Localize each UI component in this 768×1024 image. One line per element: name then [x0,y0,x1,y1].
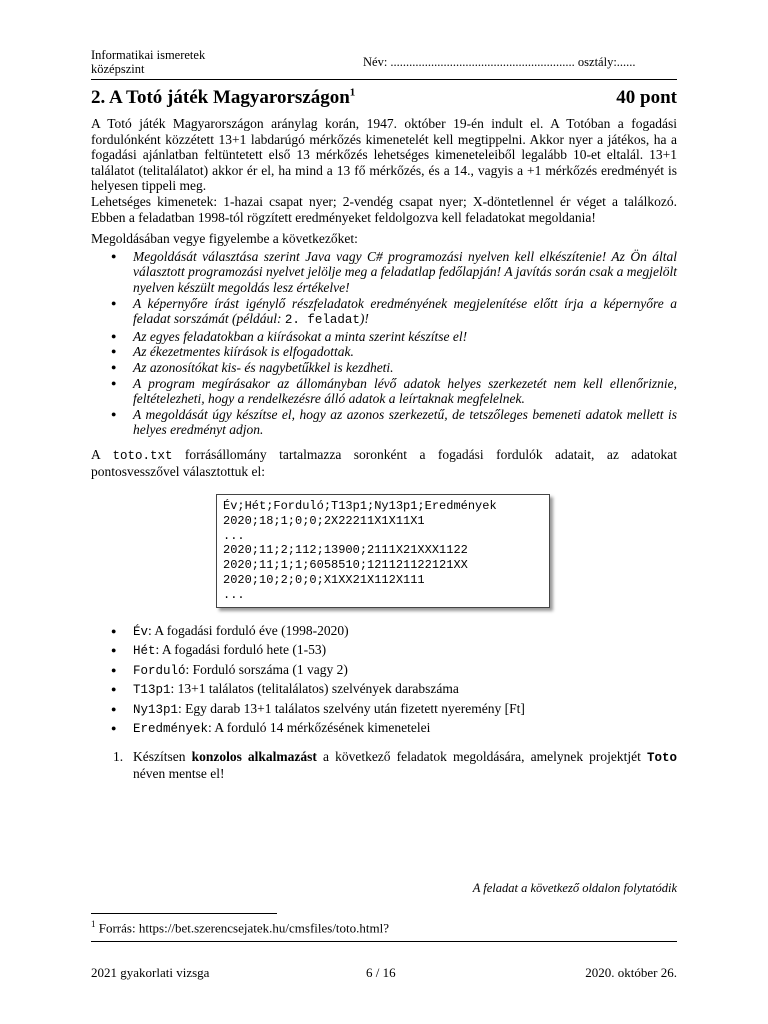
field-name: Év [133,624,149,639]
task-points: 40 pont [616,87,677,108]
rules-list [91,249,677,438]
header-name-class: Név: ........................................................... osztály:...... [363,55,636,69]
field-desc: : A fogadási forduló éve (1998-2020) [148,622,349,638]
footer-exam: 2021 gyakorlati vizsga [91,965,210,980]
code-line: ... [223,528,245,543]
task-bold: konzolos alkalmazást [191,748,317,764]
field-name: Forduló [133,663,186,678]
footer-date: 2020. október 26. [585,965,677,980]
footnote [91,919,389,936]
code-line: 2020;11;2;112;13900;2111X21XXX1122 [223,543,468,558]
field-name: Hét [133,644,156,659]
rule-code: 2. feladat [284,313,360,328]
task-text: Készítsen [133,748,192,764]
field-desc: : 13+1 találatos (telitalálatos) szelvények darabszáma [170,681,459,697]
header-subject: Informatikai ismeretek középszint [91,48,206,76]
source-text: A [91,446,113,462]
code-line: ... [223,587,245,602]
rule-item [133,296,677,329]
title-footnote-mark: 1 [349,86,356,99]
code-line: 2020;18;1;0;0;2X22211X1X11X1 [223,513,425,528]
footnote-text: Forrás: https://bet.szerencsejatek.hu/cmsfiles/toto.html? [95,920,390,936]
field-desc: : A fogadási forduló hete (1-53) [155,642,327,658]
field-item [133,641,677,661]
rule-item: ● Megoldását választása szerint Java vagy C# programozási nyelven kell elkészítenie! Az Ön által választott programozási nyelvet jelölje meg a feladatlap fedőlapján! A javítás során csak a megjelölt nyelven készült megoldás lesz értékelve! [133,249,677,296]
rule-text: )! [359,311,369,327]
footnote-mark: 1 [91,919,96,929]
source-description [91,447,677,480]
rule-item: ● Az egyes feladatokban a kiírásokat a minta szerint készítse el! [133,329,677,345]
field-item [133,719,677,739]
field-desc: : Egy darab 13+1 találatos szelvény után fizetett nyeremény [Ft] [178,700,525,716]
intro-paragraph-2: Lehetséges kimenetek: 1-hazai csapat nyer; 2-vendég csapat nyer; X-döntetlennel ér véget a találkozó. Ebben a feladatban 1998-tól rögzített eredményeket feldolgozva kell feladatokat megoldania! [91,193,677,225]
rule-item: ● Az ékezetmentes kiírások is elfogadottak. [133,344,677,360]
source-text: forrásállomány tartalmazza soronként a fogadási fordulók adatait, az adatokat pontosvesszővel választottuk el: [91,446,677,480]
intro-paragraph-1: A Totó játék Magyarországon aránylag korán, 1947. október 19-én indult el. A Totóban a fogadási fordulónként közzétett 13+1 labdarúgó mérkőzés kimenetelét kell megtippelni. Akkor nyer a játékos, ha a fogadási ajánlatban feltüntetett első 13 mérkőzés lehetséges kimeneteleiből legalább 10-et eltalál. 13+1 találatot (telitalálatot) akkor ér el, ha mind a 13 fő mérkőzés, és a 14., vagyis a +1 mérkőzés eredményét is helyesen tippeli meg. [91,116,677,194]
task-number: 1. [113,748,124,764]
field-item [133,622,677,642]
footer-page-number: 6 / 16 [366,965,396,980]
field-item [133,680,677,700]
field-list [91,622,677,739]
field-desc: : Forduló sorszáma (1 vagy 2) [185,661,348,677]
task-project-name: Toto [647,750,678,765]
intro-paragraph-3: Megoldásában vegye figyelembe a következőket: [91,231,358,247]
rule-text: A képernyőre írást igénylő részfeladatok eredményének megjelenítése előtt írja a képernyőre a feladat sorszámát (például: [133,295,677,327]
task-title [91,87,677,109]
source-filename: toto.txt [112,448,173,463]
rule-item: ● A megoldását úgy készítse el, hogy az azonos szerkezetű, de tetszőleges bemeneti adatok mellett is helyes eredményt adjon. [133,407,677,438]
code-line: Év;Hét;Forduló;T13p1;Ny13p1;Eredmények [223,499,497,514]
page-footer [91,941,677,978]
task-body [91,116,677,782]
task-title-text: 2. A Totó játék Magyarországon [91,87,350,108]
continuation-note: A feladat a következő oldalon folytatódik [472,881,677,895]
page-header [91,47,677,80]
sample-data-box [216,494,550,608]
task-text: a következő feladatok megoldására, amelynek projektjét [316,748,647,764]
field-name: T13p1 [133,683,171,698]
field-desc: : A forduló 14 mérkőzésének kimenetelei [208,720,431,736]
rule-item: ● Az azonosítókat kis- és nagybetűkkel is kezdheti. [133,360,677,376]
field-item [133,700,677,720]
field-item [133,661,677,681]
code-line: 2020;10;2;0;0;X1XX21X112X111 [223,573,425,588]
field-name: Ny13p1 [133,702,179,717]
footnote-divider [91,913,277,914]
code-line: 2020;11;1;1;6058510;121121122121XX [223,558,468,573]
task-1 [113,748,678,782]
field-name: Eredmények [133,722,209,737]
rule-item: ● A program megírásakor az állományban lévő adatok helyes szerkezetét nem kell ellenőriznie, feltételezheti, hogy a rendelkezésre álló adatok a leírtaknak megfelelnek. [133,376,677,407]
task-text: néven mentse el! [133,766,225,782]
